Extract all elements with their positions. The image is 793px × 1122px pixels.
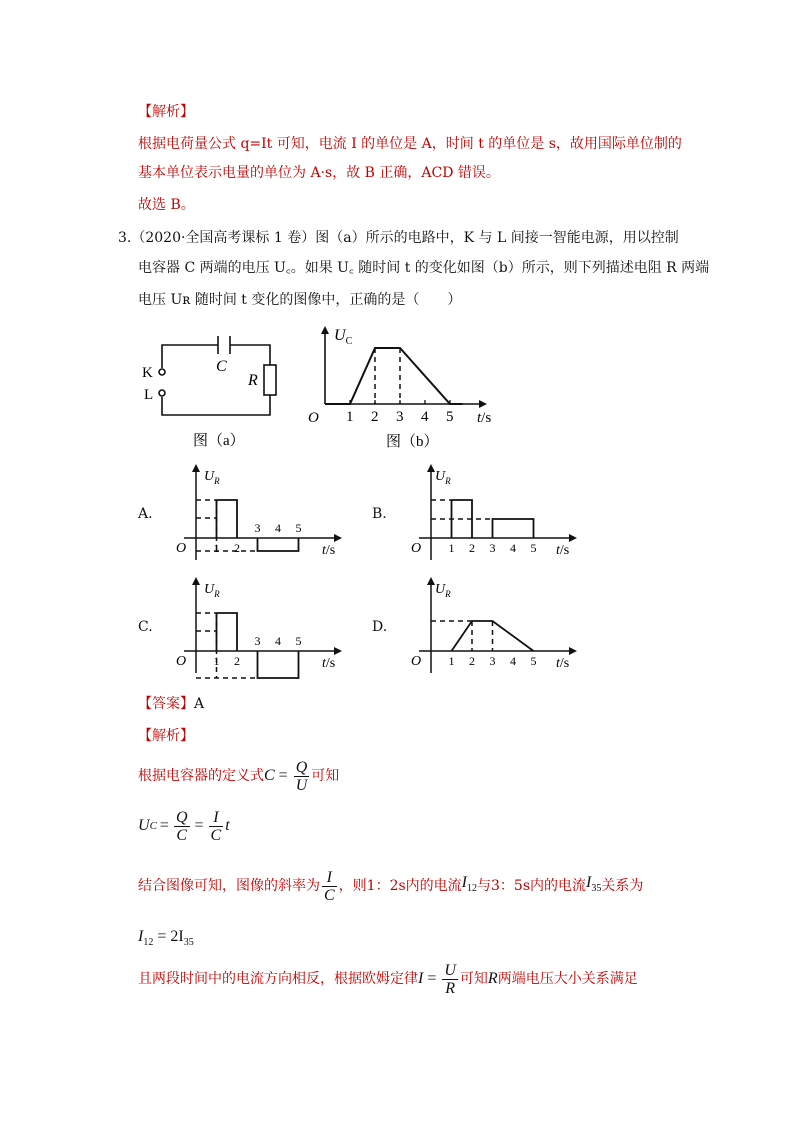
option-c-ylabel: $U_R$ bbox=[204, 582, 220, 599]
current-i12: $I_{12}$ bbox=[461, 873, 477, 895]
option-c-origin: O bbox=[176, 654, 187, 669]
question-line-3: 电压 Uʀ 随时间 t 变化的图像中，正确的是（ ） bbox=[138, 292, 462, 308]
x-tick-label: 1 bbox=[448, 654, 455, 668]
choice-line: 故选 B。 bbox=[138, 197, 195, 213]
option-a-graph bbox=[170, 462, 350, 572]
label-r: R bbox=[248, 372, 258, 389]
option-a-xlabel: t/s bbox=[322, 543, 336, 558]
option-b-xlabel: t/s bbox=[556, 543, 570, 558]
circuit-figure-a bbox=[140, 325, 290, 455]
current-i35: $I_{35}$ bbox=[586, 873, 602, 895]
uc-series-line bbox=[325, 348, 463, 404]
option-a-origin: O bbox=[176, 541, 187, 556]
text-segment: 两端电压大小关系满足 bbox=[497, 971, 638, 987]
analysis-header-1: 【解析】 bbox=[138, 104, 194, 120]
x-tick-label: 4 bbox=[275, 521, 281, 535]
origin-label: O bbox=[308, 410, 319, 426]
text-segment: ，则1：2s内的电流 bbox=[338, 878, 462, 894]
analysis-header-2: 【解析】 bbox=[138, 728, 194, 744]
y-axis-arrow bbox=[427, 464, 435, 472]
y-axis-arrow bbox=[192, 577, 200, 585]
option-b-ylabel: $U_R$ bbox=[435, 469, 451, 486]
x-tick-label: 2 bbox=[234, 541, 240, 555]
x-tick-label: 5 bbox=[530, 541, 537, 555]
x-tick-label: 5 bbox=[295, 521, 302, 535]
ur-series-line bbox=[217, 613, 238, 651]
x-axis-arrow bbox=[334, 534, 342, 542]
circuit-wire-top-right bbox=[230, 345, 270, 365]
text-segment: 可知 bbox=[459, 971, 488, 987]
text-segment: 关系为 bbox=[601, 878, 644, 894]
capacitance-formula: C = $\frac{Q}{U}$ bbox=[264, 758, 308, 794]
x-tick-label: 3 bbox=[254, 634, 261, 648]
x-axis-arrow bbox=[569, 647, 577, 655]
x-axis-arrow bbox=[569, 534, 577, 542]
x-tick-label: 2 bbox=[469, 541, 475, 555]
question-line-2: 电容器 C 两端的电压 U꜀。如果 U꜀ 随时间 t 的变化如图（b）所示，则下列描述电阻 R 两端 bbox=[138, 260, 710, 276]
label-c: C bbox=[216, 358, 227, 375]
question-line-1: 3.（2020·全国高考课标 1 卷）图（a）所示的电路中，K 与 L 间接一智能电源，用以控制 bbox=[118, 230, 679, 246]
analysis2-line-5 bbox=[138, 958, 638, 1000]
x-tick-label: 1 bbox=[448, 541, 455, 555]
option-b-label: B. bbox=[372, 506, 387, 522]
ur-series-line bbox=[217, 500, 238, 538]
slope-fraction: $\frac{I}{C}$ bbox=[324, 868, 335, 904]
x-tick-label: 5 bbox=[530, 654, 537, 668]
ur-series-line bbox=[258, 538, 299, 551]
x-tick-label: 4 bbox=[510, 541, 516, 555]
text-segment: 结合图像可知，图像的斜率为 bbox=[138, 878, 320, 894]
x-tick-label: 4 bbox=[275, 634, 281, 648]
x-tick-label: 5 bbox=[446, 409, 454, 425]
option-a-ylabel: $U_R$ bbox=[204, 469, 220, 486]
option-c-label: C. bbox=[138, 619, 153, 635]
caption-b: 图（b） bbox=[386, 434, 439, 450]
x-tick-label: 3 bbox=[489, 541, 496, 555]
answer-header: 【答案】 bbox=[138, 696, 194, 712]
x-tick-label: 2 bbox=[371, 409, 379, 425]
analysis2-line-3 bbox=[138, 866, 643, 906]
x-tick-label: 3 bbox=[254, 521, 261, 535]
x-tick-label: 3 bbox=[396, 409, 404, 425]
x-tick-label: 3 bbox=[489, 654, 496, 668]
x-tick-label: 1 bbox=[213, 541, 220, 555]
ohm-law-formula: I = $\frac{U}{R}$ bbox=[418, 961, 456, 997]
x-tick-label: 4 bbox=[421, 409, 429, 425]
text-segment: 且两段时间中的电流方向相反，根据欧姆定律 bbox=[138, 971, 418, 987]
x-tick-label: 5 bbox=[295, 634, 302, 648]
label-l: L bbox=[144, 387, 154, 403]
analysis-line-1: 根据电荷量公式 q=It 可知，电流 I 的单位是 A，时间 t 的单位是 s，故用国际单位制的 bbox=[138, 136, 682, 152]
text-segment: 可知 bbox=[311, 768, 340, 784]
x-tick-label: 1 bbox=[346, 409, 354, 425]
answer-value: A bbox=[194, 696, 205, 712]
x-tick-label: 2 bbox=[234, 654, 240, 668]
ur-series-line bbox=[493, 519, 534, 538]
option-d-label: D. bbox=[372, 619, 388, 635]
equation-current-relation: $I_{12} = 2I_{35}$ bbox=[138, 928, 194, 949]
option-d-origin: O bbox=[411, 654, 422, 669]
circuit-wire-bottom bbox=[162, 395, 270, 415]
option-b-graph bbox=[405, 462, 585, 572]
analysis-line-2: 基本单位表示电量的单位为 A·s，故 B 正确，ACD 错误。 bbox=[138, 165, 500, 181]
option-c-xlabel: t/s bbox=[322, 656, 336, 671]
text-segment: 根据电容器的定义式 bbox=[138, 768, 264, 784]
caption-a: 图（a） bbox=[193, 433, 245, 449]
ur-series-line bbox=[258, 651, 299, 678]
terminal-l bbox=[159, 390, 165, 396]
x-tick-label: 2 bbox=[469, 654, 475, 668]
y-axis-arrow bbox=[192, 464, 200, 472]
x-axis-label: t/s bbox=[477, 410, 492, 426]
analysis2-line-1 bbox=[138, 756, 339, 796]
option-a-label: A. bbox=[138, 506, 153, 522]
x-tick-label: 4 bbox=[510, 654, 516, 668]
option-d-ylabel: $U_R$ bbox=[435, 582, 451, 599]
y-axis-arrow bbox=[427, 577, 435, 585]
equation-uc: U C = $\frac{Q}{C}$ = $\frac{I}{C}$ t bbox=[138, 808, 230, 844]
resistor-symbol: R bbox=[487, 970, 498, 987]
x-axis-arrow bbox=[334, 647, 342, 655]
terminal-k bbox=[159, 369, 165, 375]
option-c-graph bbox=[170, 575, 350, 685]
option-d-graph bbox=[405, 575, 585, 685]
circuit-wire-top-left bbox=[162, 345, 218, 368]
resistor bbox=[264, 365, 276, 395]
x-tick-label: 1 bbox=[213, 654, 220, 668]
option-d-xlabel: t/s bbox=[556, 656, 570, 671]
label-k: K bbox=[142, 365, 153, 381]
answer-line bbox=[138, 694, 204, 714]
chart-figure-b bbox=[300, 318, 510, 454]
option-b-origin: O bbox=[411, 541, 422, 556]
y-axis-label: $U_C$ bbox=[334, 327, 353, 347]
text-segment: 与3：5s内的电流 bbox=[477, 878, 586, 894]
